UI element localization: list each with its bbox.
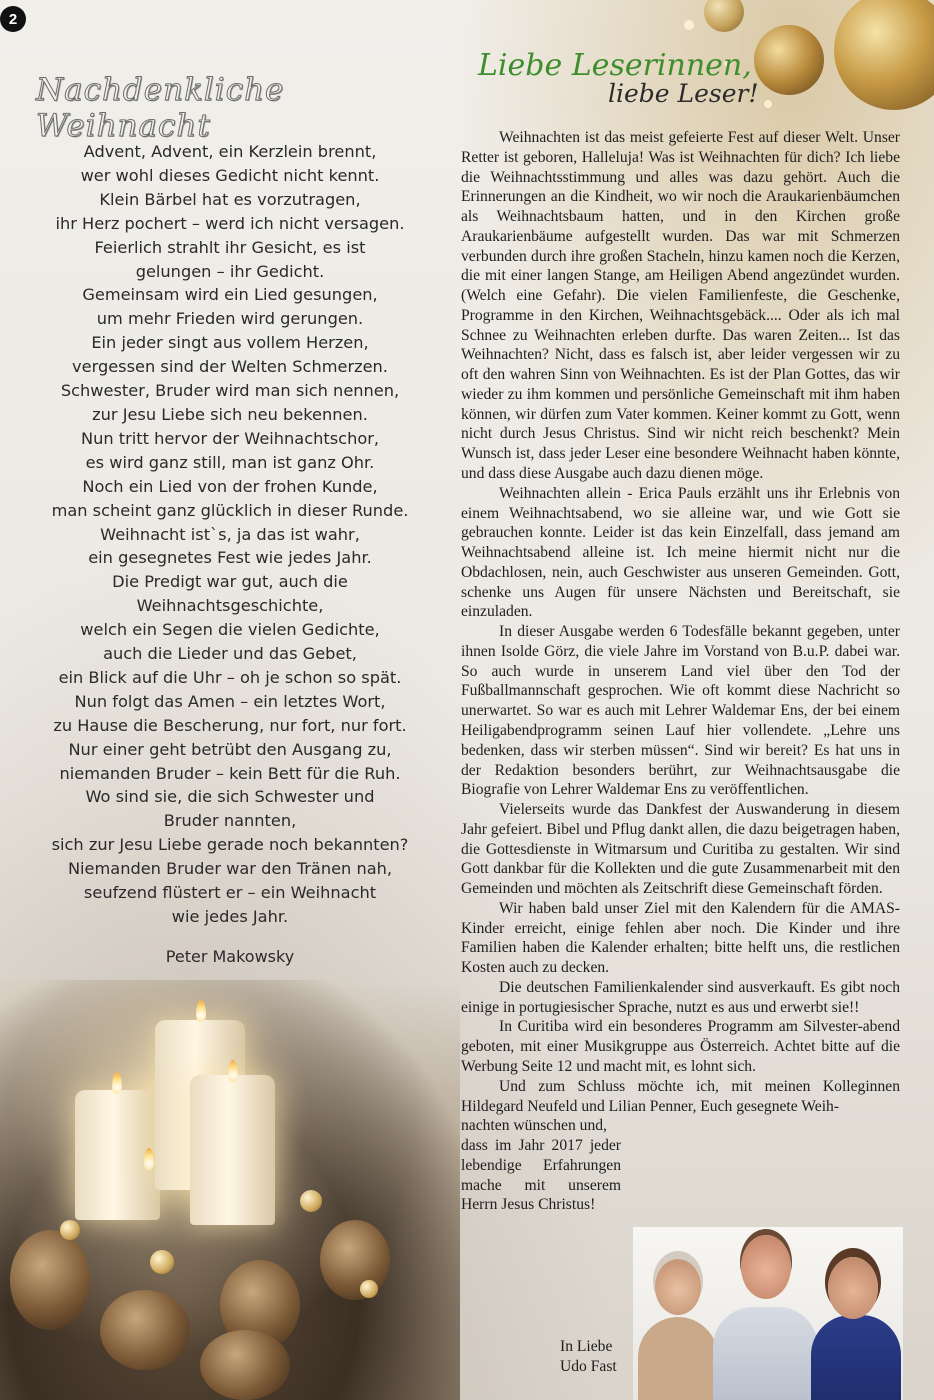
gold-bead-icon [300, 1190, 322, 1212]
poem-line: Die Predigt war gut, auch die [112, 572, 348, 592]
greeting-line-1: Liebe Leserinnen, [478, 48, 752, 83]
signature-line-1: In Liebe [560, 1338, 613, 1355]
person-head [655, 1259, 701, 1315]
letter-paragraph: In Curitiba wird ein besonderes Programm am Silvester-abend geboten, mit einer Musikgruppe aus Österreich. Achtet bitte auf die Werbung Seite 12 und macht mit, es lohnt sich. [461, 1018, 900, 1075]
greeting-line-2: liebe Leser! [608, 79, 759, 108]
letter-closing-start: nachten wünschen und, [461, 1117, 607, 1135]
pinecone-icon [200, 1330, 290, 1400]
poem-line: Wo sind sie, die sich Schwester und [85, 787, 375, 807]
poem-line: es wird ganz still, man ist ganz Ohr. [85, 452, 375, 472]
letter-signature [560, 1337, 640, 1377]
poem-line: man scheint ganz glücklich in dieser Runde. [51, 500, 409, 520]
poem-line: gelungen – ihr Gedicht. [135, 261, 325, 281]
poem-line: um mehr Frieden wird gerungen. [96, 309, 364, 329]
advent-candles-photo [0, 980, 460, 1400]
poem-text [40, 140, 420, 929]
editors-group-photo [633, 1227, 903, 1400]
poem-line: Feierlich strahlt ihr Gesicht, es ist [94, 237, 366, 257]
letter-paragraph: Die deutschen Familienkalender sind ausverkauft. Es gibt noch einige in portugiesischer Sprache, nutzt es aus und erwerbt sie!! [461, 978, 900, 1016]
page-number-badge: 2 [0, 6, 26, 32]
poem-line: Gemeinsam wird ein Lied gesungen, [82, 285, 378, 305]
letter-paragraph: Vielerseits wurde das Dankfest der Auswanderung in diesem Jahr gefeiert. Bibel und Pflug dankt allen, die dazu beigetragen haben, die Gottesdienste in Witmarsum und Curitiba zu gestalten. Wir sind Gott dankbar für die Kollekten und die gute Zusammenarbeit mit den Gemeinden und möchten als Zeitschrift diese Gemeinschaft förden. [461, 801, 900, 898]
letter-paragraph: In dieser Ausgabe werden 6 Todesfälle bekannt gegeben, unter ihnen Isolde Görz, die viele Jahre im Vorstand von B.u.P. dabei war. So auch wurde in unserem Land viel über den Tod der Fußballmannschaft gesprochen. Wie oft kommt diese Nachricht so unerwartet. So war es auch mit Lehrer Waldemar Ens, der bei einem Heiligabendprogramm seinen Lauf hier vollendete. „Lehre uns bedenken, dass wir sterben müssen“. Sind wir bereit? Es hat uns in der Redaktion besonders berührt, zur Weihnachtsausgabe die Biografie von Lehrer Waldemar Ens zu veröffentlichen. [461, 623, 900, 799]
poem-line: Klein Bärbel hat es vorzutragen, [99, 189, 361, 209]
person-figure [713, 1307, 818, 1400]
pinecone-icon [100, 1290, 190, 1370]
poem-line: Weihnacht ist`s, ja das ist wahr, [100, 524, 360, 544]
gold-bead-icon [60, 1220, 80, 1240]
ornament-ball-icon [834, 0, 934, 110]
poem-line: niemanden Bruder – kein Bett für die Ruh. [59, 763, 401, 783]
sparkle-icon [684, 20, 694, 30]
poem-line: seufzend flüstert er – ein Weihnacht [83, 883, 377, 903]
poem-line: welch ein Segen die vielen Gedichte, [80, 620, 380, 640]
poem-line: Advent, Advent, ein Kerzlein brennt, [83, 142, 377, 161]
poem-line: ein Blick auf die Uhr – oh je schon so spät. [58, 667, 402, 687]
poem-line: wie jedes Jahr. [171, 907, 289, 926]
gold-bead-icon [150, 1250, 174, 1274]
editorial-letter [461, 128, 900, 1215]
pinecone-icon [10, 1230, 90, 1330]
letter-paragraph: Weihnachten allein - Erica Pauls erzählt uns ihr Erlebnis von einem Weihnachtsabend, wo sie alleine war, und wie Gott sie gebrauchen konnte. Leider ist das kein Einzelfall, dass jemand am Weihnachtsabend alleine ist. Ich meine hiermit nicht nur die Obdachlosen, nein, auch Geschwister aus unseren Gemeinden. Gott, schenke uns Augen für unsere Nächsten und Bereitschaft, sie einzuladen. [461, 484, 900, 621]
editorial-greeting [478, 48, 778, 108]
person-figure [811, 1315, 901, 1400]
poem-line: Noch ein Lied von der frohen Kunde, [82, 476, 378, 496]
letter-paragraph: Wir haben bald unser Ziel mit den Kalendern für die AMAS-Kinder erreicht, einige fehlen aber noch. Die Kinder und ihre Familien haben die Kalender erhalten; bitte helft uns, die restlichen Kosten auch zu decken. [461, 899, 900, 977]
gold-bead-icon [360, 1280, 378, 1298]
poem-line: ihr Herz pochert – werd ich nicht versagen. [55, 213, 405, 233]
poem-line: sich zur Jesu Liebe gerade noch bekannten? [51, 835, 409, 855]
person-figure [638, 1317, 718, 1400]
poem-line: zur Jesu Liebe sich neu bekennen. [92, 404, 368, 424]
poem-line: Schwester, Bruder wird man sich nennen, [60, 381, 400, 401]
poem-line: zu Hause die Bescherung, nur fort, nur fort. [53, 715, 407, 735]
candle-icon [190, 1075, 275, 1225]
person-head [741, 1235, 791, 1299]
poem-line: Bruder nannten, [163, 811, 297, 831]
poem-line: ein gesegnetes Fest wie jedes Jahr. [88, 548, 372, 568]
person-head [828, 1257, 878, 1319]
poem-line: Nun folgt das Amen – ein letztes Wort, [74, 691, 386, 711]
letter-paragraph: Und zum Schluss möchte ich, mit meinen Kolleginnen Hildegard Neufeld und Lilian Penner, Euch gesegnete Weih- [461, 1077, 900, 1115]
signature-name: Udo Fast [560, 1357, 617, 1375]
poem-line: wer wohl dieses Gedicht nicht kennt. [80, 165, 380, 185]
poem-line: Ein jeder singt aus vollem Herzen, [91, 333, 369, 353]
letter-paragraph: Weihnachten ist das meist gefeierte Fest auf dieser Welt. Unser Retter ist geboren, Halleluja! Was ist Weihnachten für dich? Ich liebe die Weihnachtsstimmung und alles was dazu gehört. Auch die Erinnerungen an die Kindheit, wo wir noch die Araukarienbäumchen als Weihnachtsbaum hatten, und in den Kirchen große Araukarienbäume aufgestellt wurden. Das war mit Schmerzen verbunden durch ihre großen Stacheln, hinzu kamen noch die Kerzen, die mit einer langen Stange, am Heiligen Abend angezündet wurden. (Welch eine Gefahr). Die vielen Familienfeste, die Geschenke, Programme in den Kirchen, Weihnachtsgebäck.... Oder als ich mal Schnee zu Weihnachten erleben durfte. Das waren Zeiten... Ist das Weihnachten? Nicht, dass es falsch ist, aber leider vergessen wir zu oft den wahren Sinn von Weihnachten. Es ist der Plan Gottes, das wir wieder zu ihm kommen und persönliche Gemeinschaft mit ihm haben können, wir dürfen zum Vater kommen. Keiner kommt zu Gott, wenn nicht durch Jesus Christus. Sind wir nicht reich beschenkt? Mein Wunsch ist, dass jeder Leser eine besondere Weihnacht haben könnte, und dass diese Ausgabe auch dazu dienen möge. [461, 129, 900, 483]
pinecone-icon [320, 1220, 390, 1300]
poem-line: Niemanden Bruder war den Tränen nah, [67, 859, 393, 879]
poem-line: Nur einer geht betrübt den Ausgang zu, [68, 739, 392, 759]
poem-line: Nun tritt hervor der Weihnachtschor, [80, 428, 380, 448]
letter-closing: dass im Jahr 2017 jeder lebendige Erfahrungen mache mit unserem Herrn Jesus Christus! [461, 1137, 621, 1214]
poem-title: Nachdenkliche Weihnacht [36, 72, 285, 144]
poem-author: Peter Makowsky [165, 947, 295, 966]
poem-line: Weihnachtsgeschichte, [136, 596, 324, 616]
poem-line: vergessen sind der Welten Schmerzen. [72, 357, 388, 377]
poem-line: auch die Lieder und das Gebet, [103, 644, 357, 664]
ornament-ball-icon [704, 0, 744, 32]
